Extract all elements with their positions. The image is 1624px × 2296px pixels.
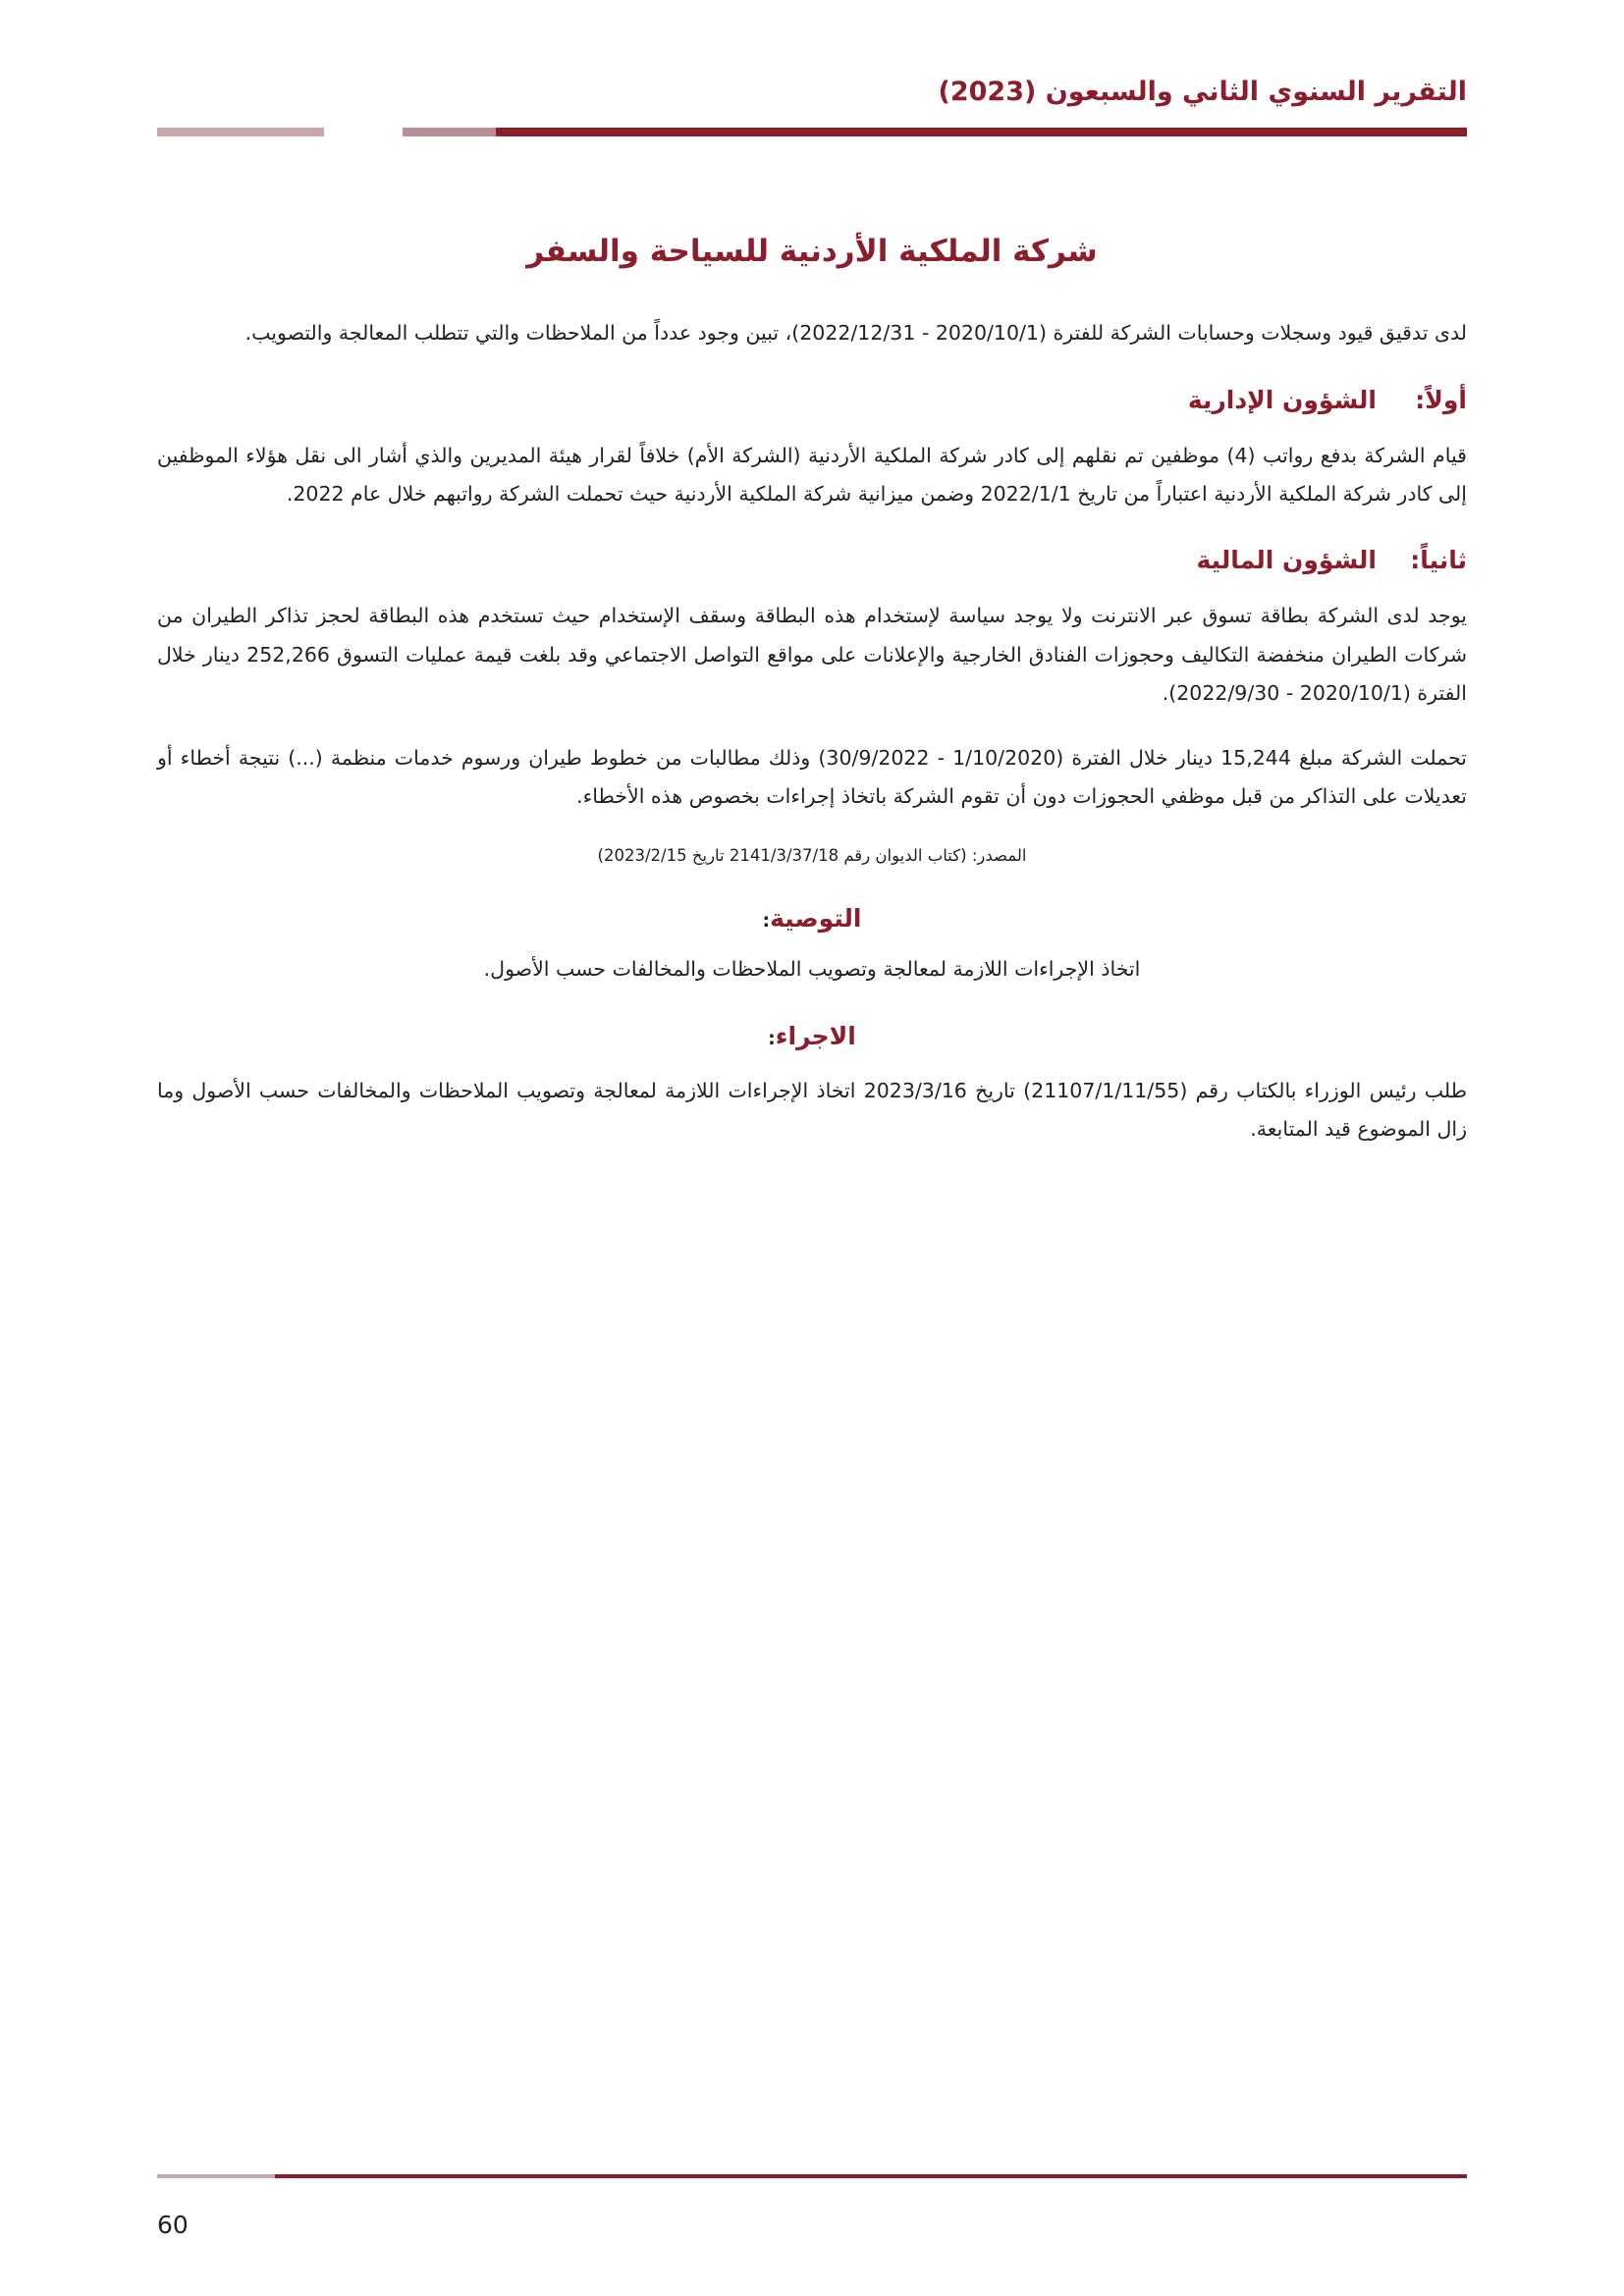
footer-divider <box>157 2174 1467 2178</box>
administrative-paragraph-1: قيام الشركة بدفع رواتب (4) موظفين تم نقلهم إلى كادر شركة الملكية الأردنية (الشركة الأم) خلافاً لقرار هيئة المديرين والذي أشار الى نقل هؤلاء الموظفين إلى كادر شركة الملكية الأردنية اعتباراً من تاريخ 2022/1/1 وضمن ميزانية شركة الملكية الأردنية حيث تحملت الشركة رواتبهم خلال عام 2022. <box>157 443 1467 507</box>
action-text: طلب رئيس الوزراء بالكتاب رقم (21107/1/11/55) تاريخ 2023/3/16 اتخاذ الإجراءات اللازمة لمعالجة وتصويب الملاحظات والمخالفات حسب الأصول وما زال الموضوع قيد المتابعة. <box>157 1078 1468 1142</box>
header-divider-gap <box>324 128 403 136</box>
section-lead-first: أولاً: <box>1415 385 1467 414</box>
footer-divider-segment-light <box>157 2174 275 2178</box>
section-heading-administrative <box>157 383 1467 417</box>
source-reference: المصدر: (كتاب الديوان رقم 2141/3/37/18 تاريخ 2023/2/15) <box>597 846 1027 866</box>
report-title: التقرير السنوي الثاني والسبعون (2023) <box>938 77 1467 107</box>
financial-paragraph-1: يوجد لدى الشركة بطاقة تسوق عبر الانترنت ولا يوجد سياسة لإستخدام هذه البطاقة وسقف الإستخدام حيث تستخدم هذه البطاقة لحجز تذاكر الطيران من شركات الطيران منخفضة التكاليف وحجوزات الفنادق الخارجية والإعلانات على مواقع التواصل الاجتماعي وقد بلغت قيمة عمليات التسوق 252,266 دينار خلال الفترة (2020/10/1 - 2022/9/30). <box>157 604 1467 706</box>
action-heading-label: الاجراء <box>775 1021 856 1050</box>
section-title-administrative: الشؤون الإدارية <box>1187 385 1377 414</box>
footer-divider-segment-dark <box>275 2174 1467 2178</box>
header-divider <box>157 128 1467 136</box>
action-heading <box>157 1022 1467 1050</box>
header-divider-segment-light <box>157 128 324 136</box>
recommendation-block <box>157 904 1467 988</box>
header-divider-segment-mid <box>403 128 496 136</box>
action-heading-colon: : <box>768 1027 776 1049</box>
recommendation-heading-colon: : <box>762 909 771 932</box>
recommendation-heading <box>157 904 1467 933</box>
section-lead-second: ثانياً: <box>1410 546 1467 575</box>
page-number: 60 <box>157 2211 189 2239</box>
financial-paragraph-2: تحملت الشركة مبلغ 15,244 دينار خلال الفترة (1/10/2020 - 30/9/2022) وذلك مطالبات من خطوط طيران ورسوم خدمات منظمة (...) نتيجة أخطاء أو تعديلات على التذاكر من قبل موظفي الحجوزات دون أن تقوم الشركة باتخاذ إجراءات بخصوص هذه الأخطاء. <box>157 745 1468 808</box>
action-block <box>157 1022 1467 1149</box>
intro-paragraph: لدى تدقيق قيود وسجلات وحسابات الشركة للفترة (2020/10/1 - 2022/12/31)، تبين وجود عدداً من الملاحظات والتي تتطلب المعالجة والتصويب. <box>244 321 1467 346</box>
recommendation-heading-label: التوصية <box>770 903 862 933</box>
recommendation-text: اتخاذ الإجراءات اللازمة لمعالجة وتصويب الملاحظات والمخالفات حسب الأصول. <box>483 956 1141 981</box>
section-heading-financial <box>157 543 1467 577</box>
page-title: شركة الملكية الأردنية للسياحة والسفر <box>526 234 1098 269</box>
section-title-financial: الشؤون المالية <box>1196 546 1377 575</box>
page-header <box>0 77 1624 165</box>
header-divider-segment-dark <box>496 128 1467 136</box>
page-content <box>157 231 1467 1175</box>
